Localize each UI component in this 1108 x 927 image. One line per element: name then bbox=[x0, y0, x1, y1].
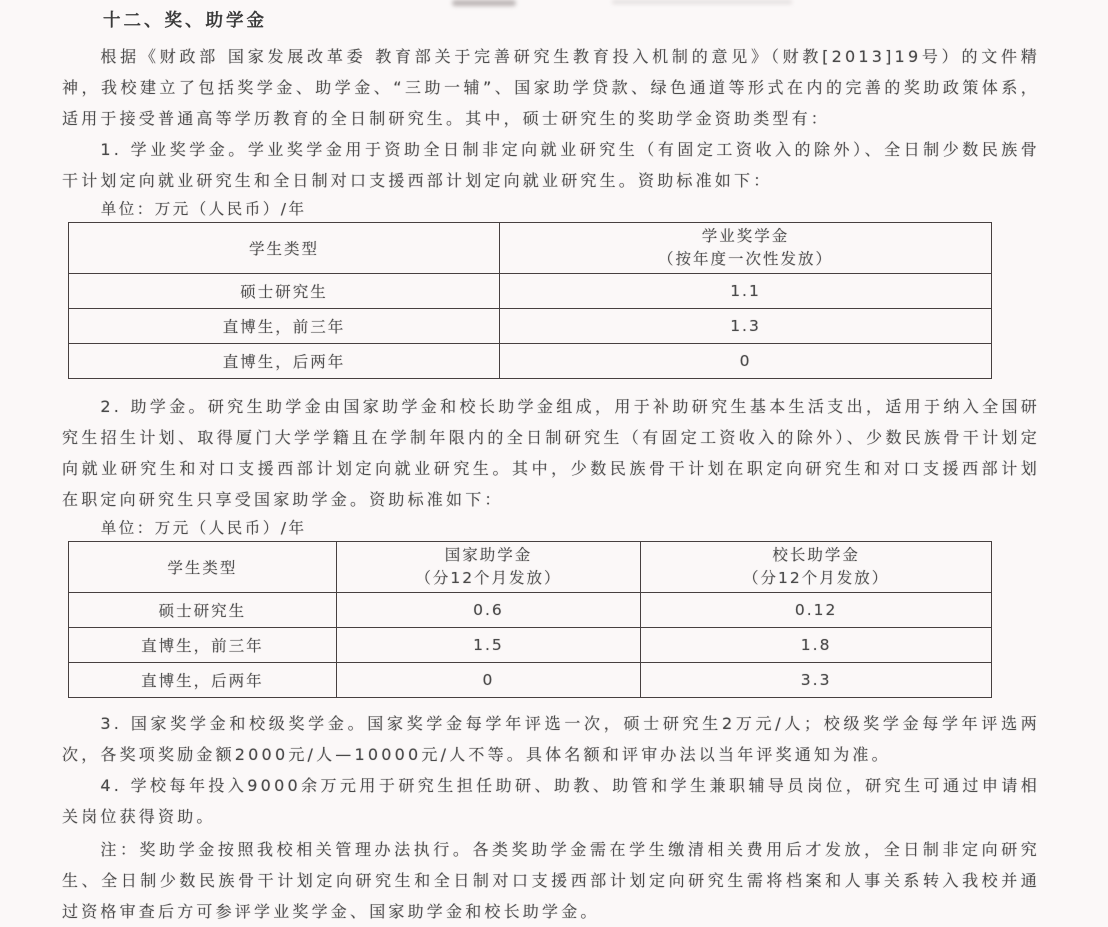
unit-label-2: 单位：万元（人民币）/年 bbox=[100, 519, 307, 537]
paragraph-grants: 2. 助学金。研究生助学金由国家助学金和校长助学金组成，用于补助研究生基本生活支出，适用于纳入全国研究生招生计划、取得厦门大学学籍且在学制年限内的全日制研究生（有固定工资收入的除外）、少数民族骨干计划定向就业研究生和对口支援西部计划定向就业研究生。其中，少数民族骨干计划在职定向研究生和对口支援西部计划在职定向研究生只享受国家助学金。资助标准如下： bbox=[62, 397, 1040, 509]
cell-student-type: 直博生，后两年 bbox=[69, 663, 337, 698]
cell-national-grant: 0 bbox=[336, 663, 641, 698]
paragraph-national-award: 3. 国家奖学金和校级奖学金。国家奖学金每学年评选一次，硕士研究生2万元/人；校级奖学金每学年评选两次，各奖项奖励金额2000元/人—10000元/人不等。具体名额和评审办法以当年评奖通知为准。 bbox=[62, 714, 1040, 764]
cell-amount: 0 bbox=[500, 344, 992, 379]
header-student-type: 学生类型 bbox=[69, 223, 500, 274]
cell-student-type: 硕士研究生 bbox=[69, 274, 500, 309]
header-line-1: 学业奖学金 bbox=[701, 227, 790, 245]
cell-student-type: 直博生，前三年 bbox=[69, 628, 337, 663]
header-line-1: 国家助学金 bbox=[444, 546, 533, 564]
header-academic-scholarship bbox=[500, 223, 992, 274]
cell-national-grant: 0.6 bbox=[336, 593, 641, 628]
note-paragraph: 注：奖助学金按照我校相关管理办法执行。各类奖助学金需在学生缴清相关费用后才发放，全日制非定向研究生、全日制少数民族骨干计划定向研究生和全日制对口支援西部计划定向研究生需将档案和人事关系转入我校并通过资格审查后方可参评学业奖学金、国家助学金和校长助学金。 bbox=[62, 840, 1040, 921]
table-row bbox=[69, 344, 992, 379]
table-row bbox=[69, 593, 992, 628]
cell-president-grant: 0.12 bbox=[641, 593, 992, 628]
grant-table bbox=[68, 541, 992, 698]
cell-amount: 1.3 bbox=[500, 309, 992, 344]
table-row bbox=[69, 274, 992, 309]
section-heading: 十二、奖、助学金 bbox=[103, 11, 267, 31]
cell-student-type: 硕士研究生 bbox=[69, 593, 337, 628]
intro-paragraph: 根据《财政部 国家发展改革委 教育部关于完善研究生教育投入机制的意见》（财教[2013]19号）的文件精神，我校建立了包括奖学金、助学金、“三助一辅”、国家助学贷款、绿色通道等形式在内的完善的奖助政策体系，适用于接受普通高等学历教育的全日制研究生。其中，硕士研究生的奖助学金资助类型有： bbox=[62, 47, 1040, 128]
header-national-grant bbox=[336, 542, 641, 593]
table-header-row bbox=[69, 542, 992, 593]
cell-amount: 1.1 bbox=[500, 274, 992, 309]
scan-artifact bbox=[452, 0, 516, 6]
cell-president-grant: 3.3 bbox=[641, 663, 992, 698]
header-line-2: （分12个月发放） bbox=[415, 569, 562, 587]
cell-student-type: 直博生，后两年 bbox=[69, 344, 500, 379]
paragraph-academic-scholarship: 1. 学业奖学金。学业奖学金用于资助全日制非定向就业研究生（有固定工资收入的除外）、全日制少数民族骨干计划定向就业研究生和全日制对口支援西部计划定向就业研究生。资助标准如下： bbox=[62, 140, 1040, 190]
paragraph-assistantships: 4. 学校每年投入9000余万元用于研究生担任助研、助教、助管和学生兼职辅导员岗位，研究生可通过申请相关岗位获得资助。 bbox=[62, 776, 1040, 826]
table-row bbox=[69, 663, 992, 698]
table-row bbox=[69, 628, 992, 663]
header-line-2: （分12个月发放） bbox=[743, 569, 890, 587]
table-row bbox=[69, 309, 992, 344]
header-line-2: （按年度一次性发放） bbox=[658, 250, 834, 268]
scan-artifact bbox=[612, 0, 792, 4]
header-president-grant bbox=[641, 542, 992, 593]
header-student-type: 学生类型 bbox=[69, 542, 337, 593]
cell-president-grant: 1.8 bbox=[641, 628, 992, 663]
unit-label-1: 单位：万元（人民币）/年 bbox=[100, 200, 307, 218]
table-header-row bbox=[69, 223, 992, 274]
cell-student-type: 直博生，前三年 bbox=[69, 309, 500, 344]
academic-scholarship-table bbox=[68, 222, 992, 379]
header-line-1: 校长助学金 bbox=[772, 546, 860, 564]
cell-national-grant: 1.5 bbox=[336, 628, 641, 663]
